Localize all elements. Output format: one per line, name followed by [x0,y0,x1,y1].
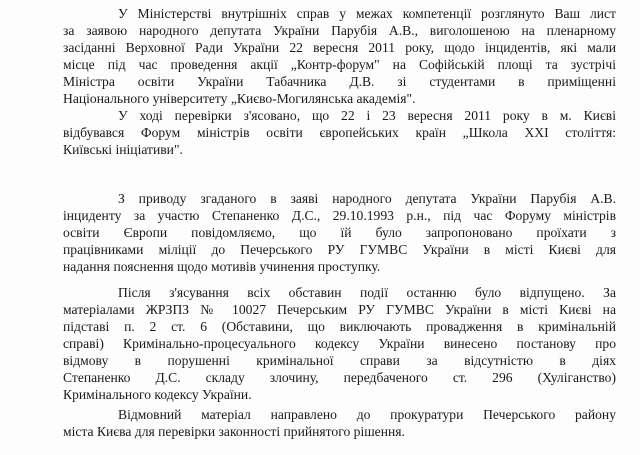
paragraph-line: Після з'ясування всіх обставин події останню було відпущено. За [118,285,616,300]
paragraph-investigation-forum [63,107,616,158]
paragraph-line: З приводу згаданого в заяві народного депутата України Парубія А.В. [118,191,616,206]
paragraph-line: У ході перевірки з'ясовано, що 22 і 23 вересня 2011 року в м. Києві [118,108,616,123]
paragraph-outcome [63,284,616,403]
paragraph-line: підставі п. 2 ст. 6 (Обставини, що виключають провадження в кримінальній [63,319,616,334]
paragraph-line: справі) Кримінально-процесуального кодексу України винесено постанову про [63,336,616,351]
paragraph-line: надання пояснення щодо мотивів учинення проступку. [63,259,381,274]
paragraph-line: працівниками міліції до Печерського РУ ГУМВС України в місті Києві для [63,242,616,257]
paragraph-line: Міністра освіти України Табачника Д.В. зі студентами в приміщенні [63,74,616,89]
paragraph-line: місце під час проведення акції „Контр-форум" на Софійській площі та зустрічі [63,57,616,72]
paragraph-line: відмову в порушенні кримінальної справи за відсутністю в діях [63,353,616,368]
paragraph-line: Відмовний матеріал направлено до прокуратури Печерського району [118,407,616,422]
paragraph-prosecutor-referral [63,406,616,440]
paragraph-line: освіти Європи повідомляємо, що їй було запропоновано проїхати з [63,225,616,240]
paragraph-line: Київські ініціативи". [63,142,183,157]
paragraph-incident [63,190,616,275]
paragraph-line: Кримінального кодексу України. [63,387,252,402]
paragraph-line: за заявою народного депутата України Парубія А.В., виголошеною на пленарному [63,23,616,38]
paragraph-line: матеріалами ЖРЗПЗ № 10027 Печерським РУ ГУМВС України в місті Києві на [63,302,616,317]
paragraph-line: міста Києва для перевірки законності прийнятого рішення. [63,424,405,439]
paragraph-line: У Міністерстві внутрішніх справ у межах компетенції розглянуто Ваш лист [118,6,616,21]
paragraph-line: засіданні Верховної Ради України 22 вересня 2011 року, щодо інцидентів, які мали [63,40,616,55]
paragraph-line: відбувався Форум міністрів освіти європейських країн „Школа XXI століття: [63,125,616,140]
paragraph-line: Степаненко Д.С. складу злочину, передбаченого ст. 296 (Хуліганство) [63,370,616,385]
paragraph-line: Національного університету „Києво-Могилянська академія". [63,91,416,106]
paragraph-line: інциденту за участю Степаненко Д.С., 29.10.1993 р.н., під час Форуму міністрів [63,208,616,223]
paragraph-review-intro [63,5,616,107]
